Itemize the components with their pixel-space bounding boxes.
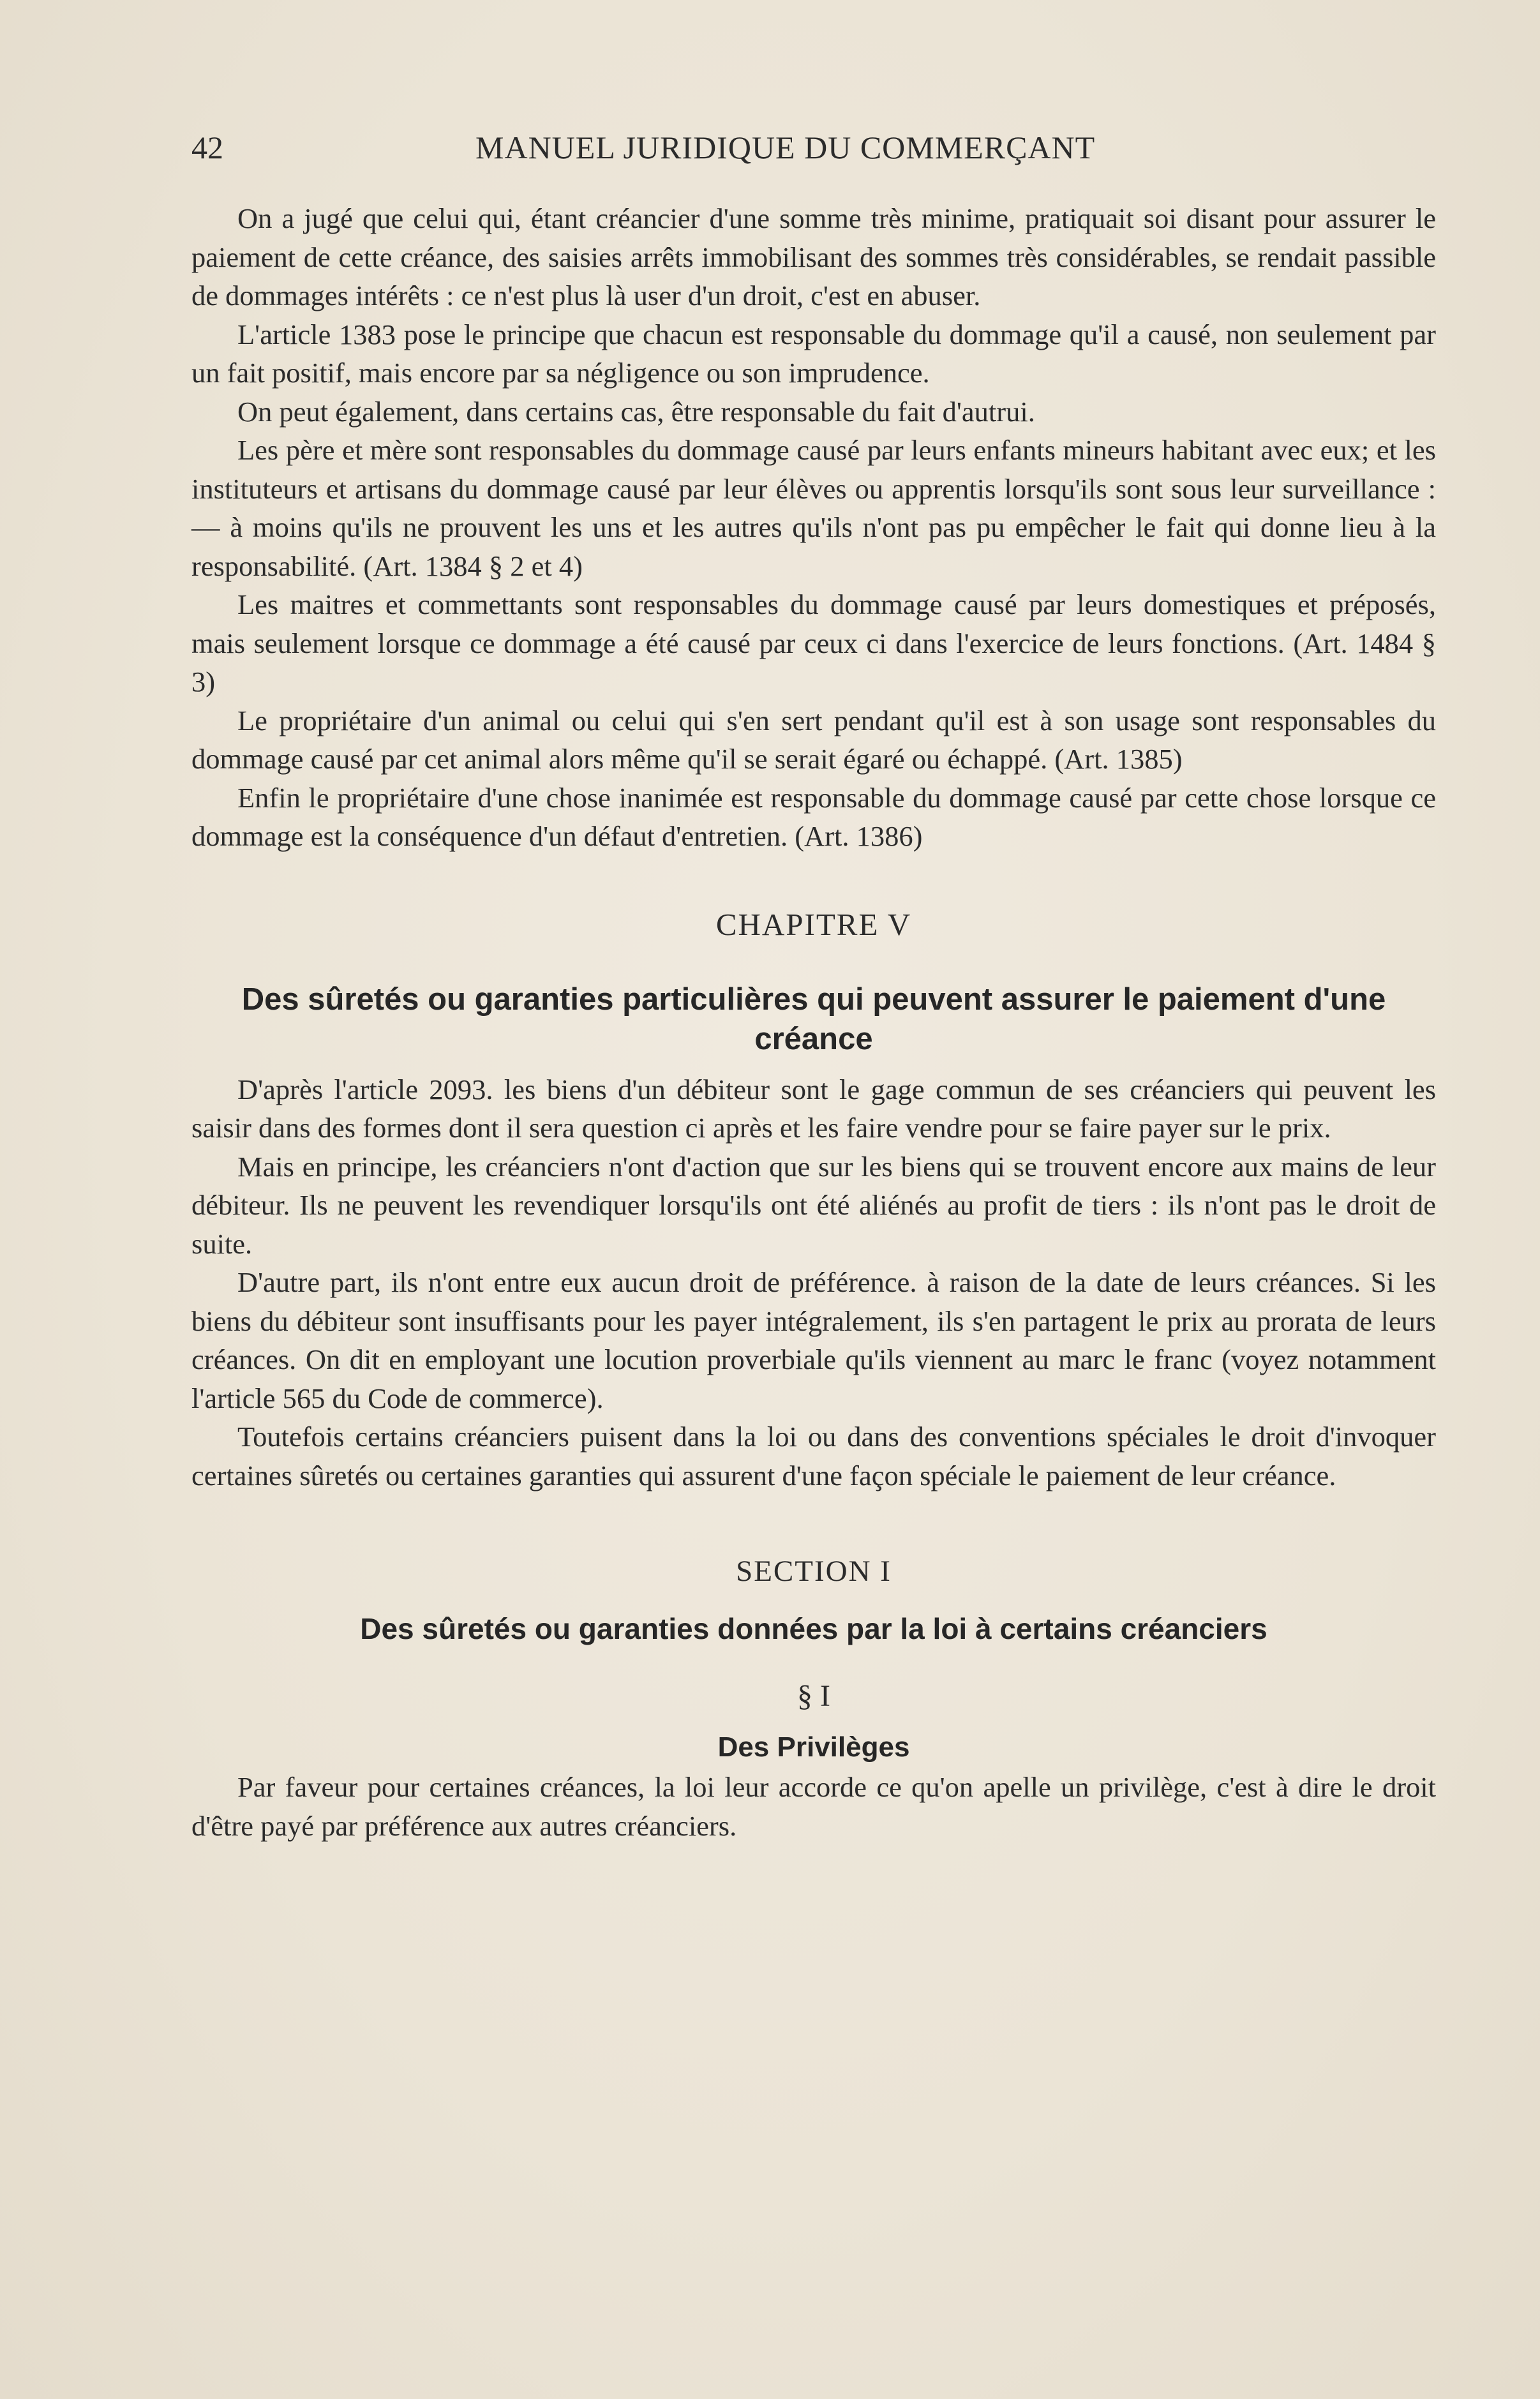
paragraph: Le propriétaire d'un animal ou celui qui s'en sert pendant qu'il est à son usage sont responsables du dommage causé par cet animal alors même qu'il se serait égaré ou échappé. (Art. 1385) [191,704,1436,775]
paragraph: Les maitres et commettants sont responsables du dommage causé par leurs domestiques et préposés, mais seulement lorsque ce dommage a été causé par ceux ci dans l'exercice de leurs fonctions. (Art. 1484 § 3) [191,588,1436,698]
paragraph: Les père et mère sont responsables du dommage causé par leurs enfants mineurs habitant avec eux; et les instituteurs et artisans du dommage causé par leur élèves ou apprentis lorsqu'ils sont sous leur surveillance : — à moins qu'ils ne prouvent les uns et les autres qu'ils n'ont pas pu empêcher le fait qui donne lieu à la responsabilité. (Art. 1384 § 2 et 4) [191,434,1436,582]
page-number: 42 [191,130,223,165]
paragraph: D'autre part, ils n'ont entre eux aucun droit de préférence. à raison de la date de leurs créances. Si les biens du débiteur sont insuffisants pour les payer intégralement, ils s'en partagent le prix au prorata de leurs créances. On dit en employant une locution proverbiale qu'ils viennent au marc le franc (voyez notamment l'article 565 du Code de commerce). [191,1266,1436,1414]
section-heading: Des sûretés ou garanties données par la loi à certains créanciers [360,1612,1267,1645]
paragraph: On peut également, dans certains cas, être responsable du fait d'autrui. [237,395,1035,428]
paragraph: Enfin le propriétaire d'une chose inanimée est responsable du dommage causé par cette chose lorsque ce dommage est la conséquence d'un défaut d'entretien. (Art. 1386) [191,781,1436,852]
paragraph: D'après l'article 2093. les biens d'un débiteur sont le gage commun de ses créanciers qui peuvent les saisir dans des formes dont il sera question ci après et les faire vendre pour se faire payer sur le prix. [191,1073,1436,1144]
subsection-label: § I [797,1679,830,1713]
running-title: MANUEL JURIDIQUE DU COMMERÇANT [475,130,1096,165]
paragraph: Mais en principe, les créanciers n'ont d'action que sur les biens qui se trouvent encore aux mains de leur débiteur. Ils ne peuvent les revendiquer lorsqu'ils ont été aliénés au profit de tiers : ils n'ont pas le droit de suite. [191,1150,1436,1260]
paragraph: Par faveur pour certaines créances, la loi leur accorde ce qu'on apelle un privilège, c'est à dire le droit d'être payé par préférence aux autres créanciers. [191,1771,1436,1842]
page-body [191,199,1436,1845]
section-label: SECTION I [736,1555,892,1588]
paragraph: L'article 1383 pose le principe que chacun est responsable du dommage qu'il a causé, non seulement par un fait positif, mais encore par sa négligence ou son imprudence. [191,318,1436,389]
paragraph: Toutefois certains créanciers puisent dans la loi ou dans des conventions spéciales le droit d'invoquer certaines sûretés ou certaines garanties qui assurent d'une façon spéciale le paiement de leur créance. [191,1421,1436,1491]
page-header [191,125,1436,170]
chapter-label: CHAPITRE V [715,906,912,942]
chapter-heading: Des sûretés ou garanties particulières qui peuvent assurer le paiement d'une créance [241,982,1386,1056]
subsection-heading: Des Privilèges [717,1731,910,1763]
paragraph: On a jugé que celui qui, étant créancier d'une somme très minime, pratiquait soi disant pour assurer le paiement de cette créance, des saisies arrêts immobilisant des sommes très considérables, se rendait passible de dommages intérêts : ce n'est plus là user d'un droit, c'est en abuser. [191,202,1436,311]
